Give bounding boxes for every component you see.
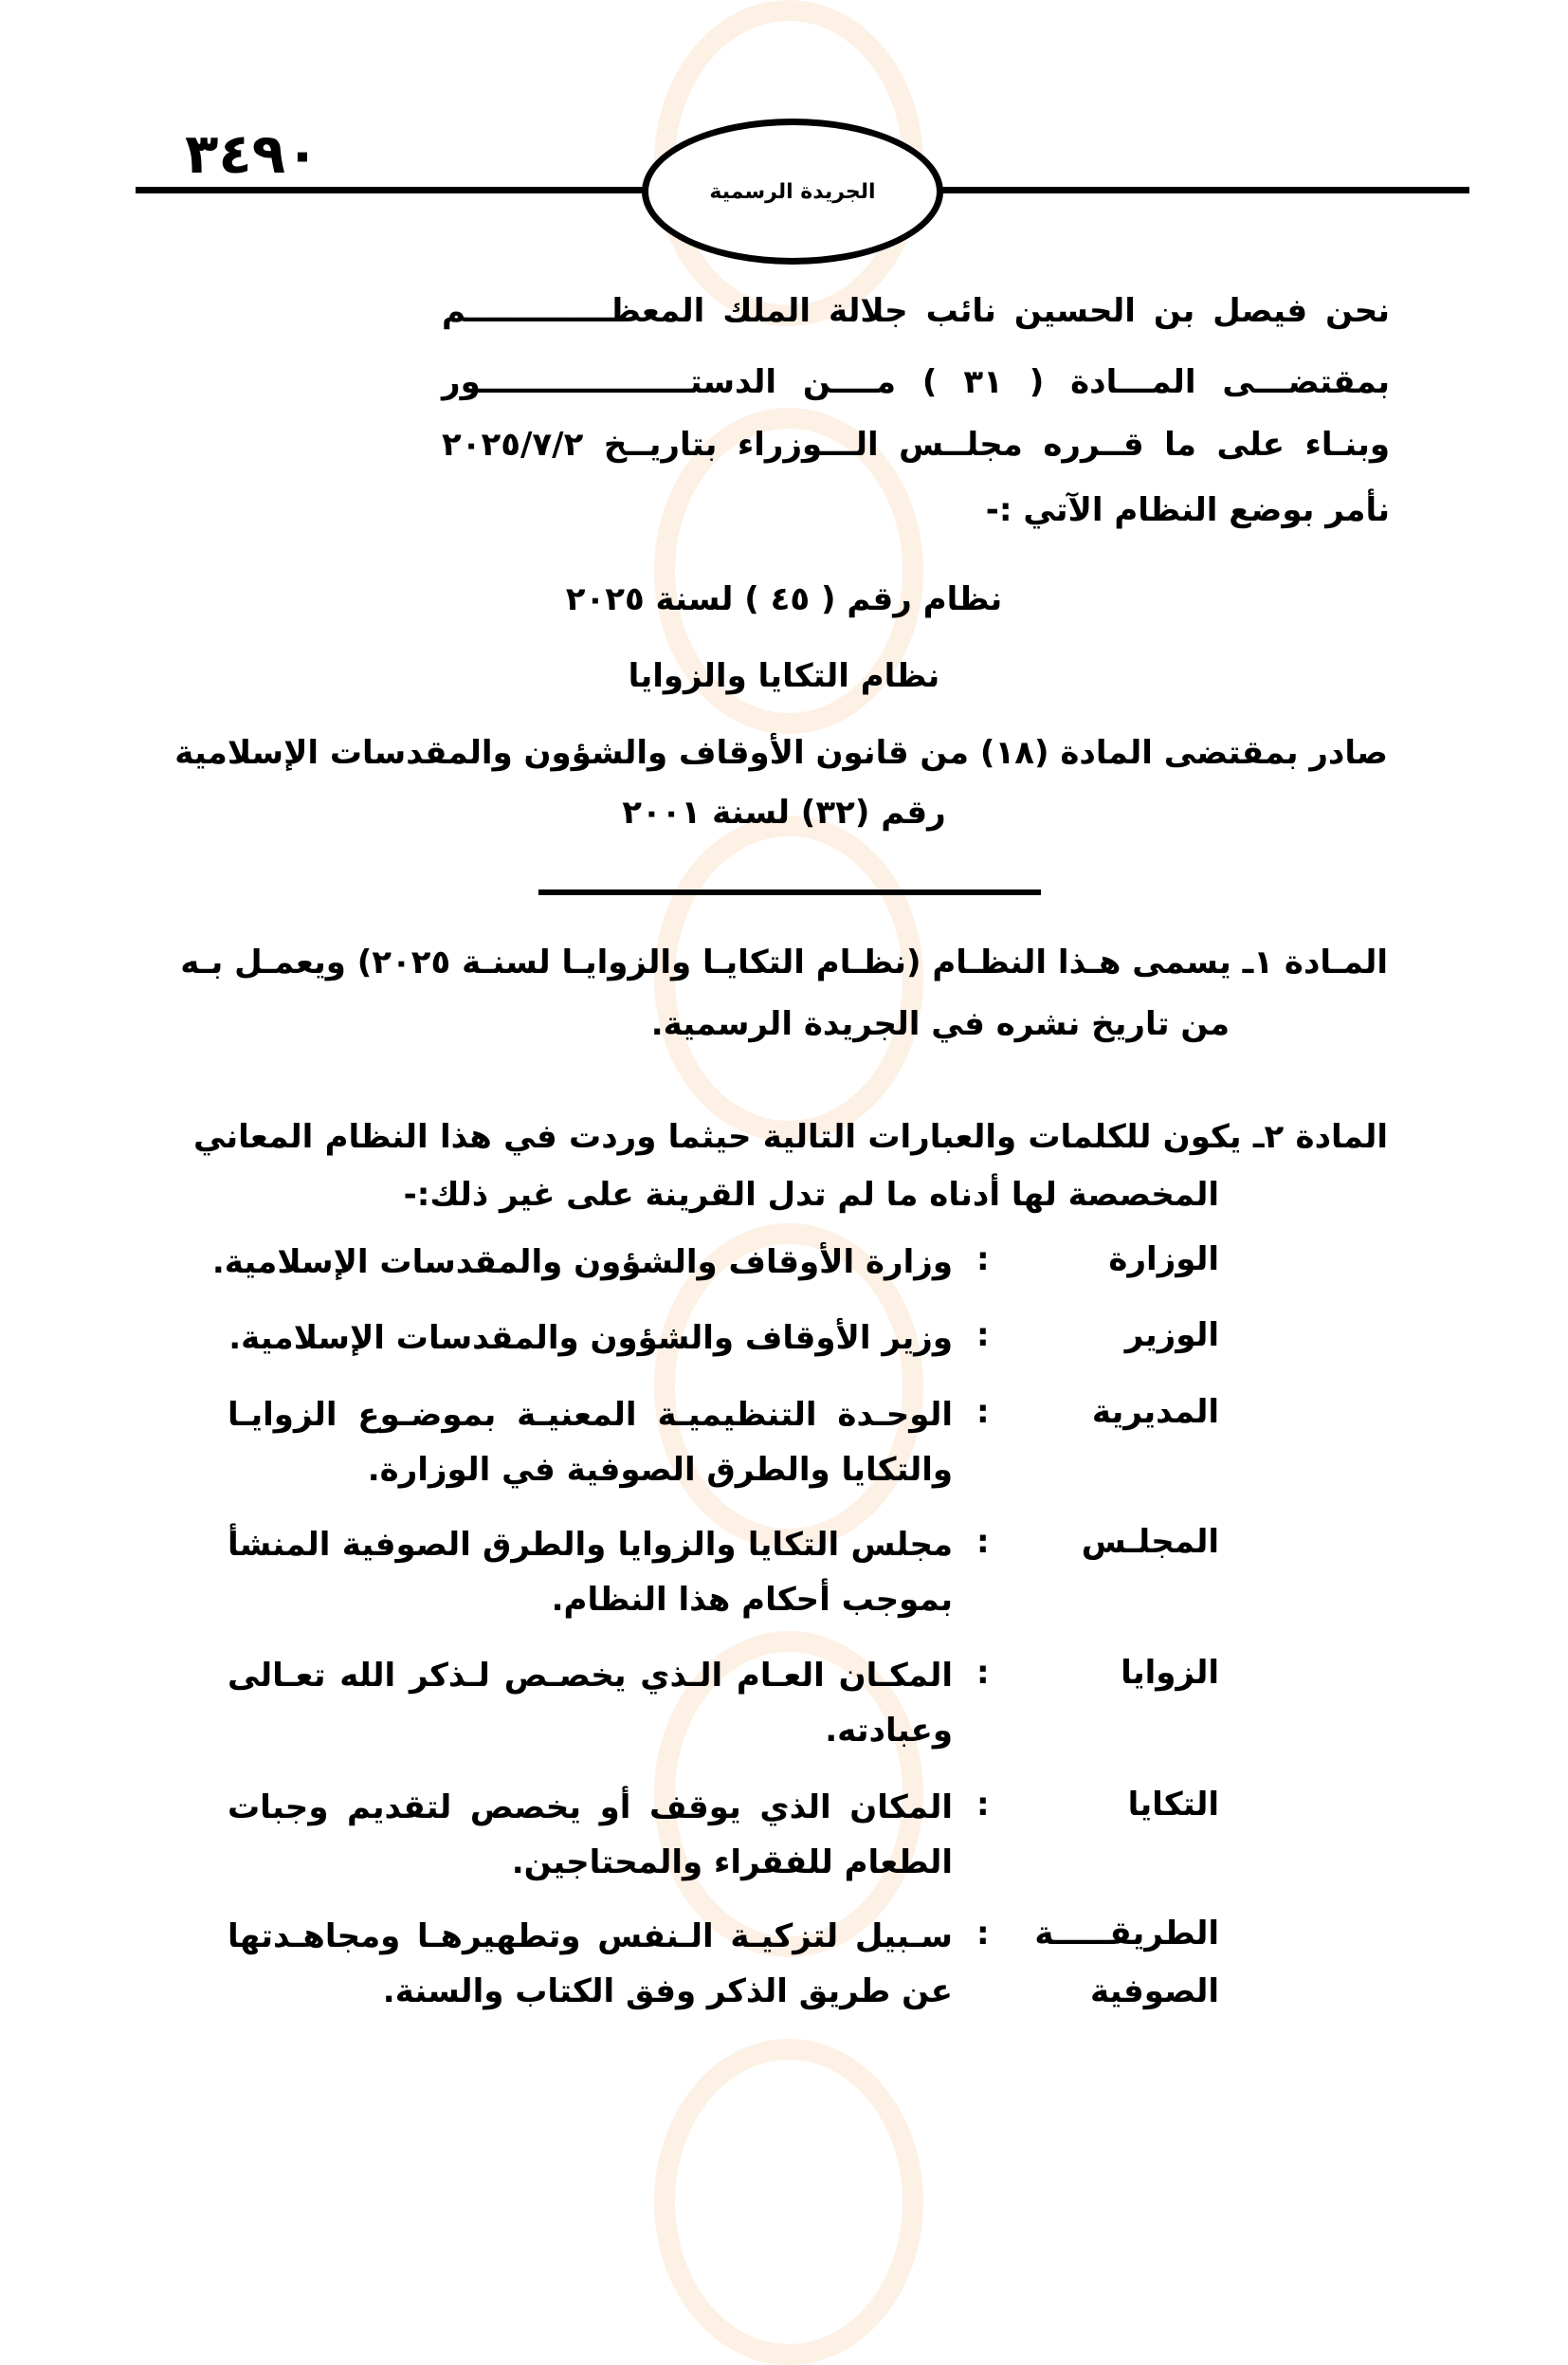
article-2: المادة ٢ـ يكون للكلمات والعبارات التالية حيثما وردت في هذا النظام المعاني [193, 1118, 1389, 1156]
definition-line: الوحـدة التنظيميـة المعنيـة بموضـوع الزوايـا [228, 1396, 953, 1434]
definition-colon: : [976, 1240, 990, 1278]
article-1-cont: من تاريخ نشره في الجريدة الرسمية. [650, 1005, 1230, 1043]
issued-under-line: صادر بمقتضى المادة (١٨) من قانون الأوقاف والشؤون والمقدسات الإسلامية [174, 734, 1388, 772]
definition-term: التكايا [1127, 1786, 1219, 1824]
page-number: ٣٤٩٠ [185, 121, 319, 186]
definition-colon: : [976, 1786, 990, 1824]
definition-line: سـبيل لتزكيـة الـنفس وتطهيرهـا ومجاهـدتها [228, 1917, 953, 1955]
definition-term: الوزارة [1108, 1240, 1219, 1278]
section-divider [538, 889, 1041, 895]
definition-line: بموجب أحكام هذا النظام. [551, 1581, 953, 1619]
regulation-name: نظام التكايا والزوايا [628, 657, 940, 695]
preamble-line: نأمر بوضع النظام الآتي :- [985, 491, 1390, 529]
definition-line: المكـان العـام الـذي يخصـص لـذكر الله تعـالى [228, 1657, 953, 1695]
definition-colon: : [976, 1393, 990, 1431]
definition-line: عن طريق الذكر وفق الكتاب والسنة. [382, 1972, 953, 2010]
gazette-label: الجريدة الرسمية [709, 179, 876, 204]
preamble-line: نحن فيصل بن الحسين نائب جلالة الملك المعظـــــــــــــم [442, 292, 1390, 330]
preamble-line: وبنـاء على ما قــرره مجلــس الـــوزراء بتاريــخ ٢٠٢٥/٧/٢ [442, 426, 1390, 464]
definition-line: وزير الأوقاف والشؤون والمقدسات الإسلامية. [228, 1319, 953, 1357]
definition-term: الطريقـــــة [1034, 1915, 1219, 1952]
article-1: المـادة ١ـ يسمى هـذا النظـام (نظـام التكايـا والزوايـا لسنـة ٢٠٢٥) ويعمـل بـه [180, 944, 1388, 981]
issued-under-line: رقم (٣٢) لسنة ٢٠٠١ [622, 794, 946, 832]
watermark-clock [654, 2039, 923, 2365]
definition-line: المكان الذي يوقف أو يخصص لتقديم وجبات [228, 1788, 953, 1826]
definition-text [228, 1387, 953, 1497]
definition-term: المديرية [1091, 1393, 1219, 1431]
definition-text [228, 1311, 953, 1366]
definition-line: الطعام للفقراء والمحتاجين. [511, 1843, 953, 1881]
definition-colon: : [976, 1523, 990, 1561]
definition-line: وعبادته. [825, 1712, 953, 1750]
definition-text [228, 1648, 953, 1758]
definition-text [228, 1517, 953, 1627]
definition-term: الصوفية [1090, 1972, 1219, 2010]
gazette-emblem [642, 119, 943, 265]
definition-colon: : [976, 1915, 990, 1952]
definition-term: الوزير [1124, 1316, 1219, 1354]
definition-colon: : [976, 1316, 990, 1354]
definition-term: المجلـس [1081, 1523, 1219, 1561]
definition-text [228, 1780, 953, 1890]
article-2-cont: المخصصة لها أدناه ما لم تدل القرينة على غير ذلك:- [403, 1176, 1219, 1214]
preamble-line: بمقتضـــى المـــادة ( ٣١ ) مــــن الدستـــــــــــــــــــور [442, 363, 1391, 401]
definition-text [228, 1909, 953, 2019]
regulation-number: نظام رقم ( ٤٥ ) لسنة ٢٠٢٥ [565, 580, 1003, 618]
definition-line: والتكايا والطرق الصوفية في الوزارة. [367, 1451, 953, 1489]
definition-term: الزوايا [1121, 1654, 1219, 1692]
definition-line: مجلس التكايا والزوايا والطرق الصوفية المنشأ [228, 1526, 953, 1564]
definition-text [211, 1235, 953, 1290]
definition-line: وزارة الأوقاف والشؤون والمقدسات الإسلامية. [211, 1243, 953, 1281]
definition-colon: : [976, 1654, 990, 1692]
